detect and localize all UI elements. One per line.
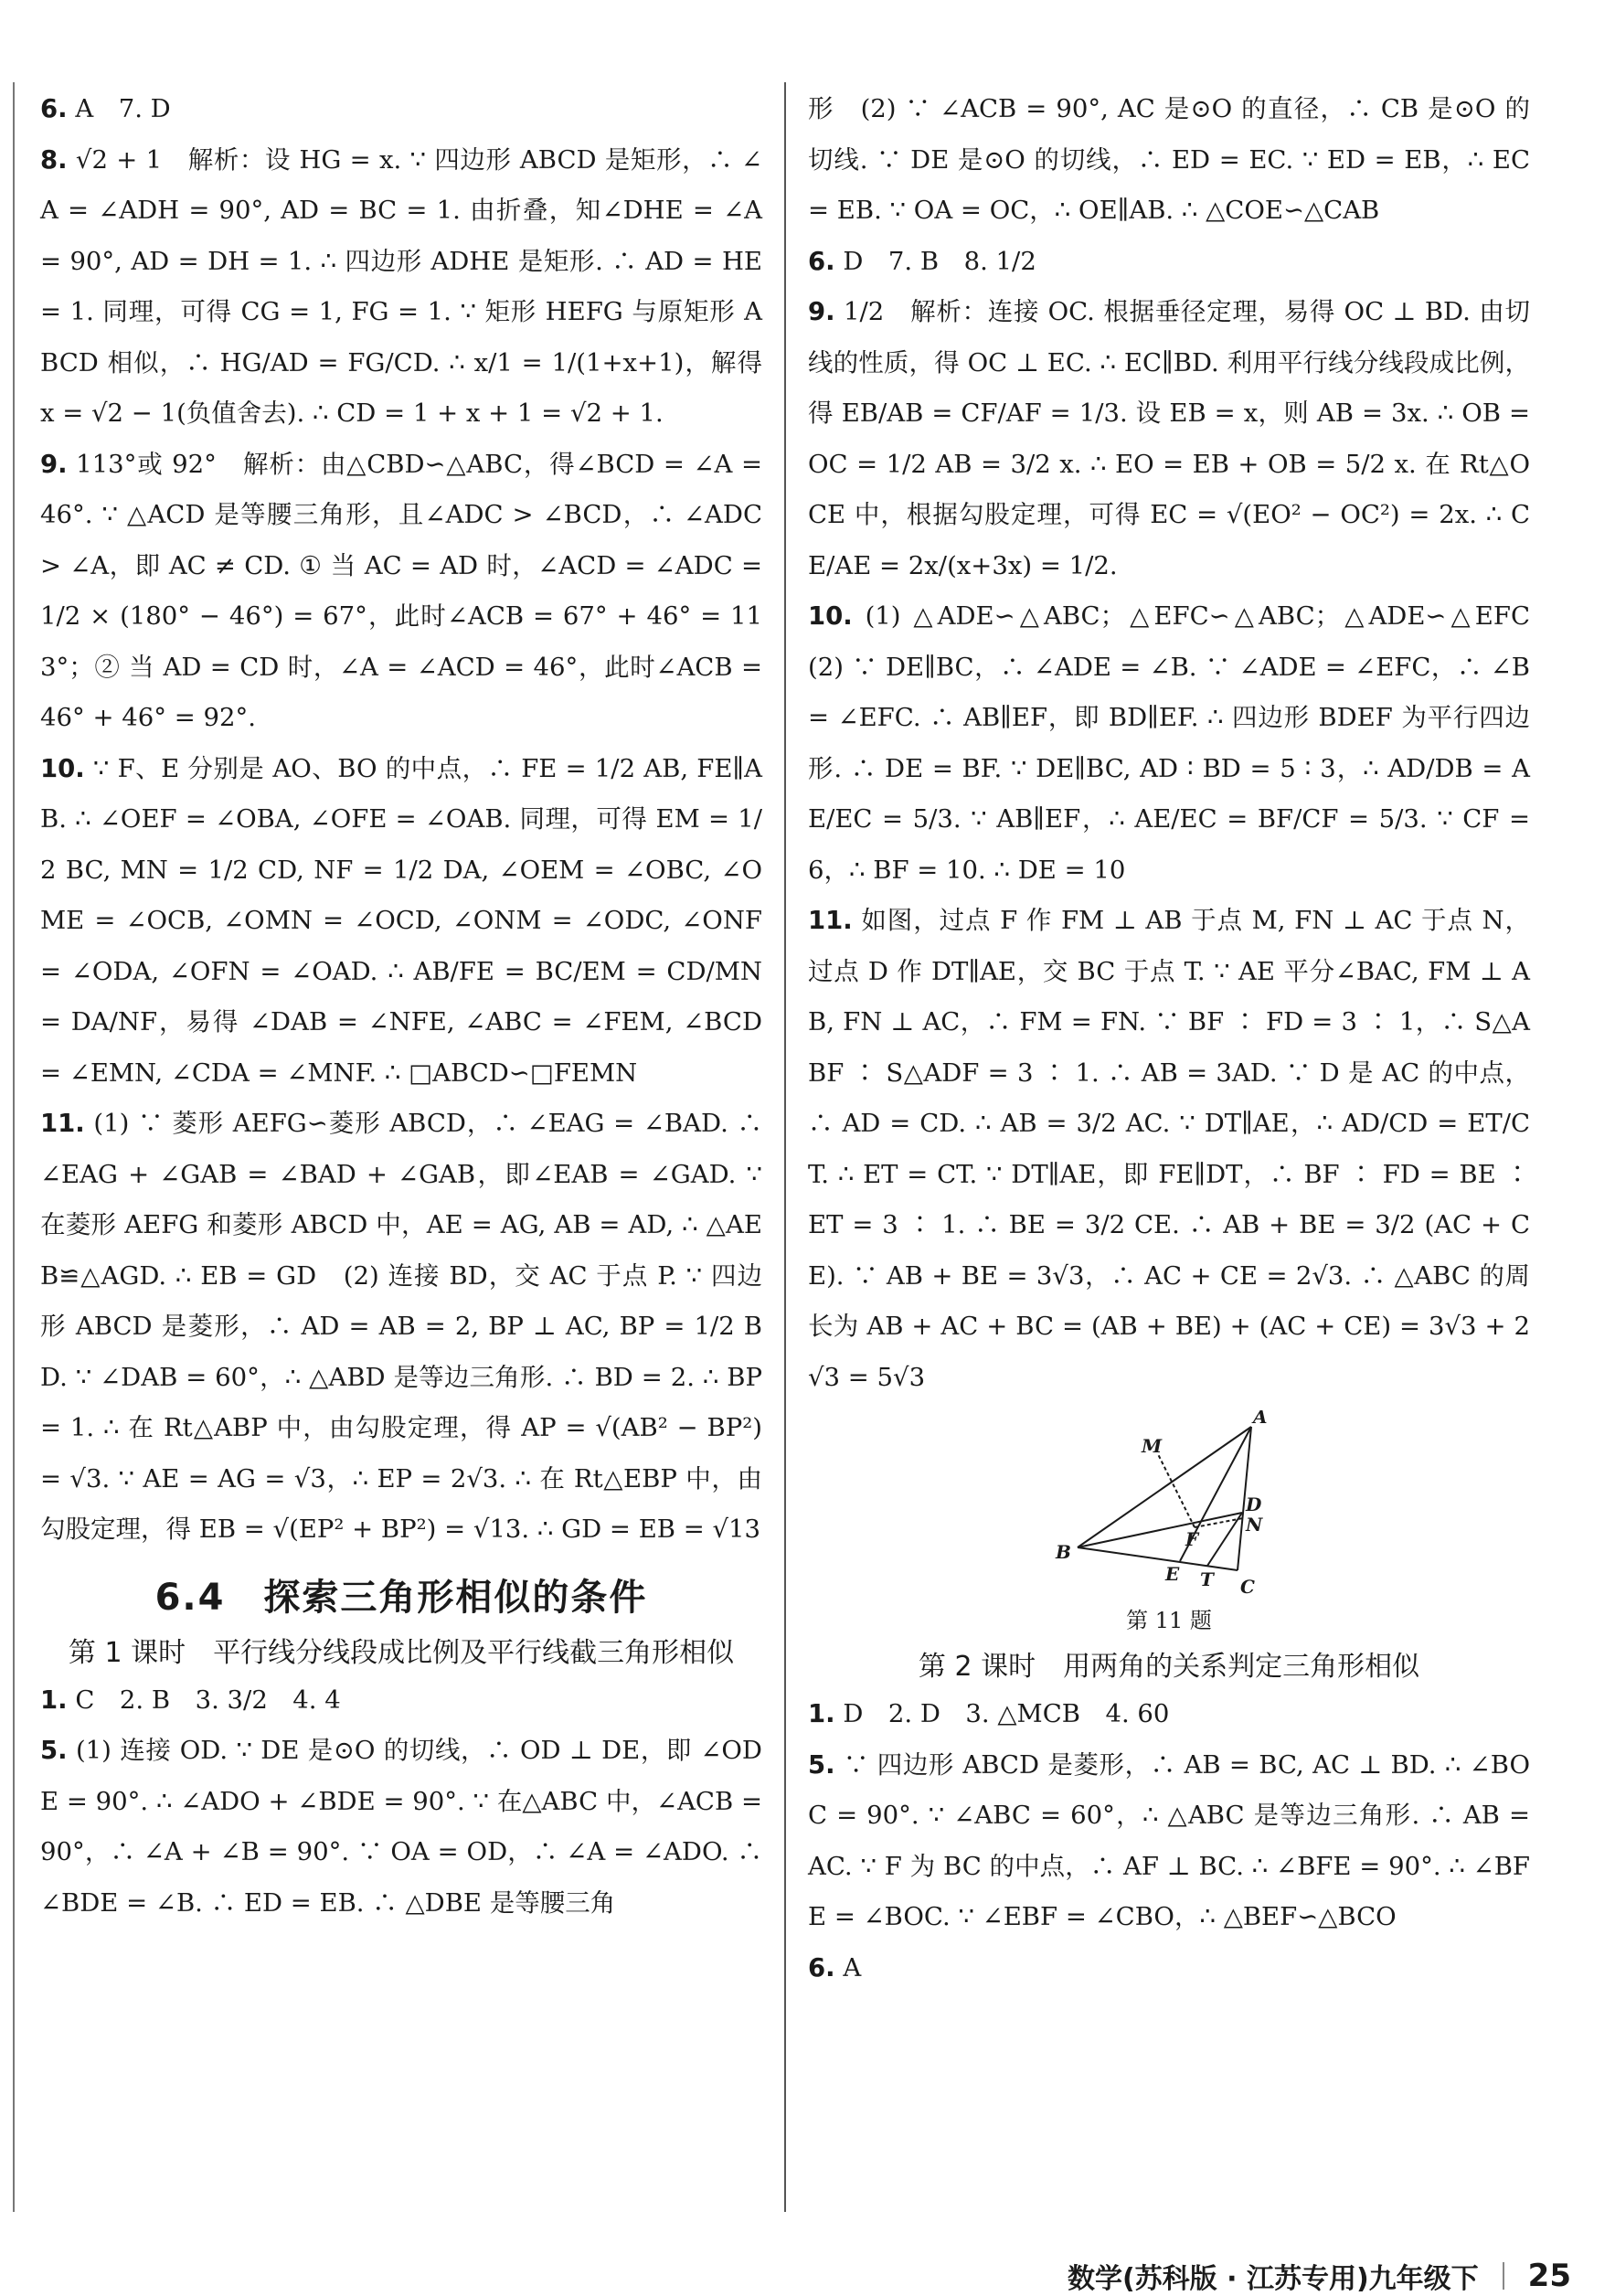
answer-item: 5. ∵ 四边形 ABCD 是菱形，∴ AB = BC, AC ⊥ BD. ∴ ∠BOC = 90°. ∵ ∠ABC = 60°，∴ △ABC 是等边三角形. ∴ AB = AC. ∵ F 为 BC 的中点，∴ AF ⊥ BC. ∴ ∠BFE = 90°. ∴ ∠BFE = ∠BOC. ∵ ∠EBF = ∠CBO，∴ △BEF∽△BCO: [808, 1749, 1530, 1931]
label-b: B: [1056, 1541, 1071, 1563]
label-a: A: [1253, 1410, 1268, 1428]
answer-item: 10. (1) △ADE∽△ABC；△EFC∽△ABC；△ADE∽△EFC (2) ∵ DE∥BC，∴ ∠ADE = ∠B. ∵ ∠ADE = ∠EFC，∴ ∠B = ∠EFC. ∴ AB∥EF，即 BD∥EF. ∴ 四边形 BDEF 为平行四边形. ∴ DE = BF. ∵ DE∥BC, AD ∶ BD = 5 ∶ 3，∴ AD/DB = AE/EC = 5/3. ∵ AB∥EF，∴ AE/EC = BF/CF = 5/3. ∵ CF = 6，∴ BF = 10. ∴ DE = 10: [808, 601, 1556, 885]
geometry-figure: [808, 1410, 1530, 1602]
segment-bc: [1078, 1547, 1238, 1570]
answer-item: 10. ∵ F、E 分别是 AO、BO 的中点，∴ FE = 1/2 AB, FE∥AB. ∴ ∠OEF = ∠OBA, ∠OFE = ∠OAB. 同理，可得 EM = 1/2 BC, MN = 1/2 CD, NF = 1/2 DA, ∠OEM = ∠OBC, ∠OME = ∠OCB, ∠OMN = ∠OCD, ∠ONM = ∠ODC, ∠ONF = ∠ODA, ∠OFN = ∠OAD. ∴ AB/FE = BC/EM = CD/MN = DA/NF，易得 ∠DAB = ∠NFE, ∠ABC = ∠FEM, ∠BCD = ∠EMN, ∠CDA = ∠MNF. ∴ □ABCD∽□FEMN: [40, 753, 762, 1088]
answer-item: 8. √2 + 1 解析：设 HG = x. ∵ 四边形 ABCD 是矩形，∴ ∠A = ∠ADH = 90°, AD = BC = 1. 由折叠，知∠DHE = ∠A = 90°, AD = DH = 1. ∴ 四边形 ADHE 是矩形. ∴ AD = HE = 1. 同理，可得 CG = 1, FG = 1. ∵ 矩形 HEFG 与原矩形 ABCD 相似，∴ HG/AD = FG/CD. ∴ x/1 = 1/(1+x+1)，解得 x = √2 − 1(负值舍去). ∴ CD = 1 + x + 1 = √2 + 1.: [40, 144, 763, 428]
book-title: 数学(苏科版 · 江苏专用)九年级下: [1067, 2263, 1479, 2295]
answer-item: 1. D 2. D 3. △MCB 4. 60: [808, 1699, 1170, 1728]
right-column: [808, 84, 1556, 1993]
left-column: [40, 84, 762, 1929]
label-m: M: [1142, 1435, 1163, 1457]
figure-caption: 第 11 题: [1126, 1608, 1212, 1633]
section-title: 6.4 探索三角形相似的条件: [154, 1576, 648, 1619]
page-footer: [1068, 2256, 1571, 2296]
answer-item: 1. C 2. B 3. 3/2 4. 4: [40, 1685, 341, 1715]
segment-dt: [1207, 1513, 1242, 1566]
answer-item: 5. (1) 连接 OD. ∵ DE 是⊙O 的切线，∴ OD ⊥ DE，即 ∠ODE = 90°. ∴ ∠ADO + ∠BDE = 90°. ∵ 在△ABC 中，∠ACB = 90°，∴ ∠A + ∠B = 90°. ∵ OA = OD，∴ ∠A = ∠ADO. ∴ ∠BDE = ∠B. ∴ ED = EB. ∴ △DBE 是等腰三角: [40, 1736, 762, 1918]
label-f: F: [1185, 1528, 1199, 1550]
label-d: D: [1246, 1493, 1262, 1515]
answer-item: 形 (2) ∵ ∠ACB = 90°, AC 是⊙O 的直径，∴ CB 是⊙O 的切线. ∵ DE 是⊙O 的切线，∴ ED = EC. ∵ ED = EB，∴ EC = EB. ∵ OA = OC，∴ OE∥AB. ∴ △COE∽△CAB: [808, 94, 1530, 225]
left-margin-rule: [13, 82, 15, 2212]
column-divider: [784, 82, 786, 2212]
segment-fm: [1158, 1454, 1195, 1527]
label-c: C: [1240, 1576, 1255, 1598]
footer-separator: [1503, 2262, 1504, 2290]
answer-item: 11. 如图，过点 F 作 FM ⊥ AB 于点 M, FN ⊥ AC 于点 N，过点 D 作 DT∥AE，交 BC 于点 T. ∵ AE 平分∠BAC, FM ⊥ AB, FN ⊥ AC，∴ FM = FN. ∵ BF ∶ FD = 3 ∶ 1，∴ S△ABF ∶ S△ADF = 3 ∶ 1. ∴ AB = 3AD. ∵ D 是 AC 的中点，∴ AD = CD. ∴ AB = 3/2 AC. ∵ DT∥AE，∴ AD/CD = ET/CT. ∴ ET = CT. ∵ DT∥AE，即 FE∥DT，∴ BF ∶ FD = BE ∶ ET = 3 ∶ 1. ∴ BE = 3/2 CE. ∴ AB + BE = 3/2 (AC + CE). ∵ AB + BE = 3√3，∴ AC + CE = 2√3. ∴ △ABC 的周长为 AB + AC + BC = (AB + BE) + (AC + CE) = 3√3 + 2√3 = 5√3: [808, 906, 1531, 1392]
label-t: T: [1200, 1568, 1214, 1590]
answer-item: 9. 113°或 92° 解析：由△CBD∽△ABC，得∠BCD = ∠A = 46°. ∵ △ACD 是等腰三角形，且∠ADC > ∠BCD，∴ ∠ADC > ∠A，即 AC ≠ CD. ① 当 AC = AD 时，∠ACD = ∠ADC = 1/2 × (180° − 46°) = 67°，此时∠ACB = 67° + 46° = 113°；② 当 AD = CD 时，∠A = ∠ACD = 46°，此时∠ACB = 46° + 46° = 92°.: [40, 449, 763, 732]
label-n: N: [1246, 1514, 1263, 1536]
answer-item: 6. A 7. D: [40, 94, 171, 123]
page-number: 25: [1527, 2258, 1571, 2294]
answer-item: 6. D 7. B 8. 1/2: [808, 246, 1036, 276]
answer-item: 6. A: [808, 1952, 862, 1982]
answer-item: 11. (1) ∵ 菱形 AEFG∽菱形 ABCD，∴ ∠EAG = ∠BAD. ∴ ∠EAG + ∠GAB = ∠BAD + ∠GAB，即∠EAB = ∠GAD. ∵ 在菱形 AEFG 和菱形 ABCD 中，AE = AG, AB = AD, ∴ △AEB≌△AGD. ∴ EB = GD (2) 连接 BD，交 AC 于点 P. ∵ 四边形 ABCD 是菱形，∴ AD = AB = 2, BP ⊥ AC, BP = 1/2 BD. ∵ ∠DAB = 60°，∴ △ABD 是等边三角形. ∴ BD = 2. ∴ BP = 1. ∴ 在 Rt△ABP 中，由勾股定理，得 AP = √(AB² − BP²) = √3. ∵ AE = AG = √3，∴ EP = 2√3. ∴ 在 Rt△EBP 中，由勾股定理，得 EB = √(EP² + BP²) = √13. ∴ GD = EB = √13: [40, 1109, 762, 1544]
lesson-title: 第 2 课时 用两角的关系判定三角形相似: [918, 1651, 1420, 1683]
label-e: E: [1165, 1563, 1180, 1585]
lesson-title: 第 1 课时 平行线分线段成比例及平行线截三角形相似: [68, 1636, 735, 1669]
answer-item: 9. 1/2 解析：连接 OC. 根据垂径定理，易得 OC ⊥ BD. 由切线的性质，得 OC ⊥ EC. ∴ EC∥BD. 利用平行线分线段成比例，得 EB/AB = CF/AF = 1/3. 设 EB = x，则 AB = 3x. ∴ OB = OC = 1/2 AB = 3/2 x. ∴ EO = EB + OB = 5/2 x. 在 Rt△OCE 中，根据勾股定理，可得 EC = √(EO² − OC²) = 2x. ∴ CE/AE = 2x/(x+3x) = 1/2.: [808, 297, 1530, 580]
triangle-diagram: [1050, 1410, 1288, 1602]
